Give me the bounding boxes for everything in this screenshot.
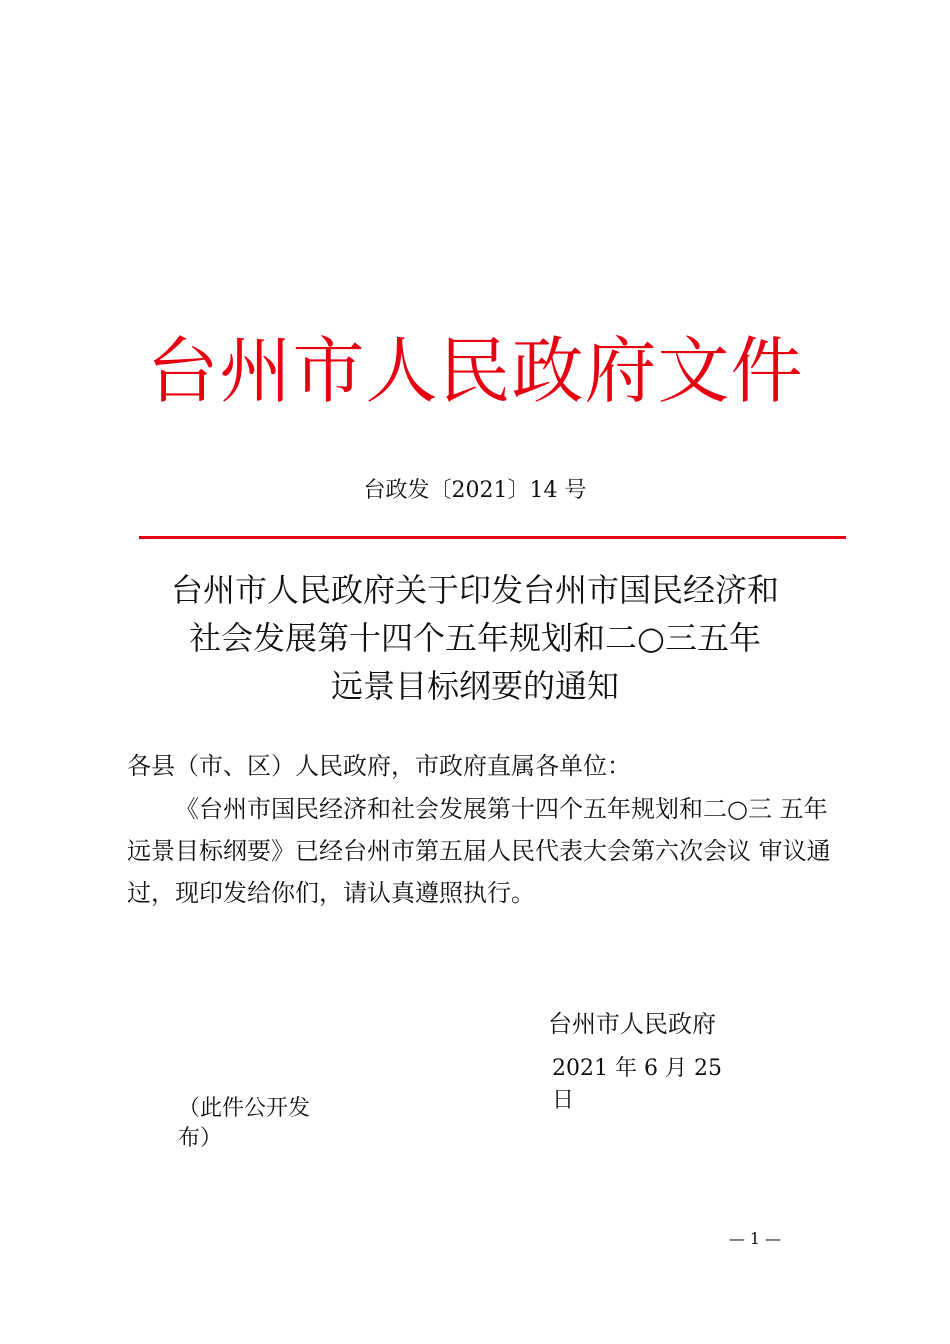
salutation: 各县（市、区）人民政府，市政府直属各单位： [127, 752, 631, 780]
document-masthead: 台州市人民政府文件 [146, 329, 804, 413]
title-line: 远景目标纲要的通知 [330, 667, 619, 705]
page-number: — 1 — [728, 1229, 782, 1248]
body-paragraph: 《台州市国民经济和社会发展第十四个五年规划和二○三 五年远景目标纲要》已经台州市第五届人民代表大会第六次会议 审议通过，现印发给你们，请认真遵照执行。 [127, 795, 831, 907]
public-release-note: （此件公开发布） [178, 1096, 311, 1151]
red-divider-line [139, 536, 846, 539]
document-title [100, 566, 850, 710]
title-line: 台州市人民政府关于印发台州市国民经济和 [170, 571, 779, 609]
document-number: 台政发〔2021〕14 号 [363, 478, 587, 503]
title-line: 社会发展第十四个五年规划和二○三五年 [189, 619, 761, 657]
issuer-signature: 台州市人民政府 [548, 1010, 716, 1038]
issue-date: 2021 年 6 月 25 日 [552, 1056, 722, 1113]
